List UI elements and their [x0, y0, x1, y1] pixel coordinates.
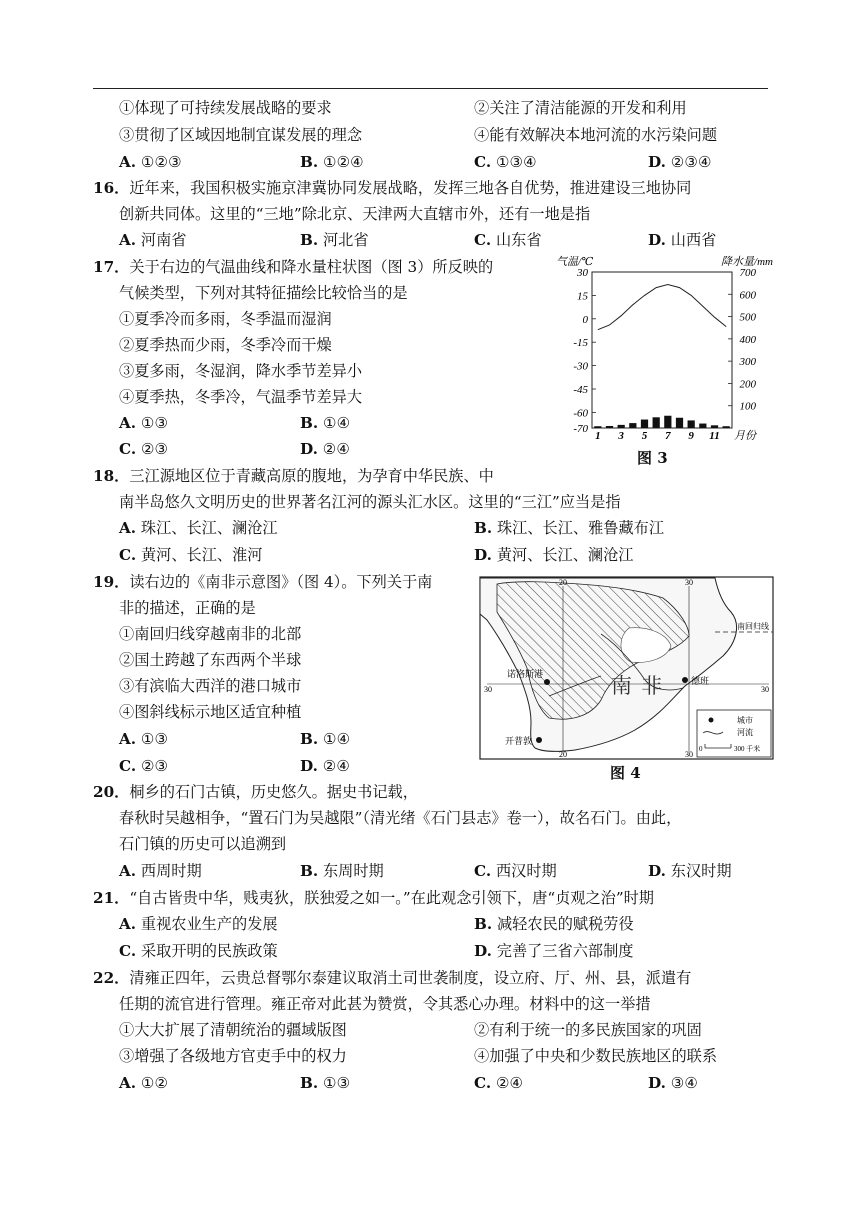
south-africa-map [479, 576, 774, 760]
longitude-30-top-label: 30 [685, 578, 693, 587]
q15-option-1: ①体现了可持续发展战略的要求 [119, 99, 332, 117]
temperature-tick-label: -45 [573, 384, 588, 396]
scale-label: 300 千米 [734, 745, 761, 753]
q17-option-3: ③夏多雨，冬湿润，降水季节差异小 [119, 362, 362, 380]
city-marker [536, 737, 542, 743]
q16-choice-a: A. 河南省 [119, 231, 187, 249]
precipitation-bar [688, 420, 695, 428]
q17-option-2: ②夏季热而少雨，冬季冷而干燥 [119, 336, 332, 354]
q20-number: 20． [93, 783, 130, 801]
q22-stem-line-2: 任期的流官进行管理。雍正帝对此甚为赞赏，令其悉心办理。材料中的这一举措 [119, 995, 651, 1013]
q20-choice-a: A. 西周时期 [119, 862, 202, 880]
temperature-tick-label: 0 [582, 313, 588, 326]
latitude-30-right-label: 30 [761, 685, 769, 694]
month-tick-label: 9 [688, 430, 694, 442]
q15-choice-d: D. ②③④ [648, 153, 712, 171]
q17-stem-line-2: 气候类型，下列对其特征描绘比较恰当的是 [119, 284, 408, 302]
climate-chart [552, 252, 777, 442]
precipitation-bar [629, 423, 636, 428]
q20-choice-c: C. 西汉时期 [474, 862, 557, 880]
q18-choice-a: A. 珠江、长江、澜沧江 [119, 519, 278, 537]
precipitation-bar [711, 425, 718, 428]
q19-option-4: ④图斜线标示地区适宜种植 [119, 703, 302, 721]
header-rule [93, 88, 768, 89]
q22-choice-d: D. ③④ [648, 1074, 698, 1092]
q22-option-1: ①大大扩展了清朝统治的疆域版图 [119, 1021, 347, 1039]
q22-choice-a: A. ①② [119, 1074, 169, 1092]
q17-stem-line-1: 17．关于右边的气温曲线和降水量柱状图（图 3）所反映的 [93, 258, 494, 276]
longitude-20-top-label: 20 [559, 578, 567, 587]
q21-number: 21． [93, 889, 130, 907]
q17-choice-a: A. ①③ [119, 414, 169, 432]
q21-choice-d: D. 完善了三省六部制度 [474, 942, 634, 960]
precipitation-tick-label: 500 [739, 311, 756, 324]
legend-river-label: 河流 [737, 728, 753, 737]
q20-choice-d: D. 东汉时期 [648, 862, 732, 880]
legend-city-symbol [709, 718, 714, 723]
q15-option-3: ③贯彻了区域因地制宜谋发展的理念 [119, 126, 362, 144]
q20-stem-line-3: 石门镇的历史可以追溯到 [119, 835, 287, 853]
q15-option-2: ②关注了清洁能源的开发和利用 [474, 99, 687, 117]
q21-stem-line-1: 21．“自古皆贵中华，贱夷狄，朕独爱之如一。”在此观念引领下，唐“贞观之治”时期 [93, 889, 654, 907]
q22-option-3: ③增强了各级地方官吏手中的权力 [119, 1047, 347, 1065]
city-label: 德班 [691, 676, 710, 686]
q20-choice-b: B. 东周时期 [300, 862, 384, 880]
temperature-tick-label: -15 [573, 337, 588, 350]
q18-choice-b: B. 珠江、长江、雅鲁藏布江 [474, 519, 665, 537]
q19-stem-line-2: 非的描述，正确的是 [119, 599, 256, 617]
temperature-tick-label: -70 [573, 423, 588, 435]
q18-choice-c: C. 黄河、长江、淮河 [119, 546, 263, 564]
q19-option-1: ①南回归线穿越南非的北部 [119, 625, 302, 643]
q19-choice-d: D. ②④ [300, 757, 350, 775]
precipitation-axis-label: 降水量/mm [721, 256, 773, 268]
q15-choice-c: C. ①③④ [474, 153, 537, 171]
q21-choice-c: C. 采取开明的民族政策 [119, 942, 278, 960]
q16-stem-line-1: 16．近年来，我国积极实施京津冀协同发展战略，发挥三地各自优势，推进建设三地协同 [93, 179, 692, 197]
q16-choice-b: B. 河北省 [300, 231, 369, 249]
precipitation-tick-label: 400 [739, 333, 756, 346]
q22-option-4: ④加强了中央和少数民族地区的联系 [474, 1047, 717, 1065]
legend-city-label: 城市 [737, 716, 753, 725]
q15-choice-a: A. ①②③ [119, 153, 182, 171]
q19-choice-a: A. ①③ [119, 730, 169, 748]
q19-choice-c: C. ②③ [119, 757, 169, 775]
q15-option-4: ④能有效解决本地河流的水污染问题 [474, 126, 717, 144]
temperature-curve [598, 285, 726, 330]
q19-option-3: ③有滨临大西洋的港口城市 [119, 677, 302, 695]
country-label: 南 非 [611, 674, 665, 698]
precipitation-bars [594, 416, 730, 428]
city-label: 诺洛斯港 [507, 669, 544, 679]
month-tick-label: 7 [665, 430, 671, 442]
q17-choice-b: B. ①④ [300, 414, 351, 432]
q20-stem-line-1: 20．桐乡的石门古镇，历史悠久。据史书记载， [93, 783, 418, 801]
precipitation-bar [664, 416, 671, 428]
q16-stem-line-2: 创新共同体。这里的“三地”除北京、天津两大直辖市外，还有一地是指 [119, 205, 591, 223]
q19-choice-b: B. ①④ [300, 730, 351, 748]
precipitation-bar [618, 425, 625, 428]
temperature-tick-label: 30 [577, 267, 588, 279]
q18-stem-line-1: 18．三江源地区位于青藏高原的腹地，为孕育中华民族、中 [93, 467, 494, 485]
plot-frame [592, 272, 732, 428]
precipitation-tick-label: 200 [739, 378, 756, 391]
temperature-tick-label: -30 [573, 360, 588, 373]
temperature-tick-label: -60 [573, 407, 588, 420]
longitude-20-bottom-label: 20 [559, 750, 567, 759]
q16-choice-c: C. 山东省 [474, 231, 542, 249]
precipitation-tick-label: 700 [739, 267, 756, 279]
q22-choice-c: C. ②④ [474, 1074, 524, 1092]
precipitation-bar [606, 426, 613, 428]
q22-stem-line-1: 22．清雍正四年，云贵总督鄂尔泰建议取消土司世袭制度，设立府、厅、州、县，派遣有 [93, 969, 692, 987]
city-marker [544, 679, 550, 685]
precipitation-bar [653, 417, 660, 428]
precipitation-tick-label: 300 [739, 356, 756, 369]
temperature-ticks [573, 267, 596, 435]
scale-zero-label: 0 [699, 745, 703, 753]
longitude-30-bottom-label: 30 [685, 750, 693, 759]
precipitation-bar [594, 426, 601, 428]
latitude-30-left-label: 30 [484, 685, 492, 694]
q22-number: 22． [93, 969, 130, 987]
q19-option-2: ②国土跨越了东西两个半球 [119, 651, 302, 669]
figure-4-caption: 图 4 [610, 764, 641, 782]
q22-choice-b: B. ①③ [300, 1074, 351, 1092]
q17-choice-d: D. ②④ [300, 440, 350, 458]
q17-option-1: ①夏季冷而多雨，冬季温而湿润 [119, 310, 332, 328]
month-tick-label: 5 [641, 430, 648, 442]
q16-choice-d: D. 山西省 [648, 231, 717, 249]
q16-number: 16． [93, 179, 130, 197]
precipitation-bar [699, 424, 706, 428]
temperature-axis-label: 气温/℃ [556, 256, 594, 268]
q17-choice-c: C. ②③ [119, 440, 169, 458]
month-tick-label: 11 [709, 430, 720, 442]
city-label: 开普敦 [505, 736, 533, 746]
q18-stem-line-2: 南半岛悠久文明历史的世界著名江河的源头汇水区。这里的“三江”应当是指 [119, 493, 621, 511]
q18-choice-d: D. 黄河、长江、澜沧江 [474, 546, 634, 564]
q15-choice-b: B. ①②④ [300, 153, 364, 171]
month-tick-label: 3 [618, 430, 624, 442]
precipitation-bar [676, 418, 683, 428]
precipitation-tick-label: 600 [739, 289, 756, 302]
month-ticks [595, 430, 720, 442]
q19-number: 19． [93, 573, 130, 591]
q18-number: 18． [93, 467, 130, 485]
precipitation-tick-label: 100 [739, 400, 756, 413]
city-marker [682, 677, 688, 683]
q20-stem-line-2: 春秋时吴越相争，“置石门为吴越限”（清光绪《石门县志》卷一），故名石门。由此， [119, 809, 682, 827]
q21-choice-b: B. 减轻农民的赋税劳役 [474, 915, 634, 933]
temperature-tick-label: 15 [577, 290, 588, 303]
month-axis-label: 月份 [734, 430, 756, 442]
month-tick-label: 1 [595, 430, 601, 442]
precipitation-bar [641, 420, 648, 428]
q22-option-2: ②有利于统一的多民族国家的巩固 [474, 1021, 702, 1039]
q17-option-4: ④夏季热，冬季冷，气温季节差异大 [119, 388, 362, 406]
q19-stem-line-1: 19．读右边的《南非示意图》（图 4）。下列关于南 [93, 573, 433, 591]
q21-choice-a: A. 重视农业生产的发展 [119, 915, 278, 933]
q17-number: 17． [93, 258, 130, 276]
precipitation-bar [723, 426, 730, 428]
tropic-label: 南回归线 [737, 622, 769, 631]
figure-3-caption: 图 3 [637, 449, 668, 467]
